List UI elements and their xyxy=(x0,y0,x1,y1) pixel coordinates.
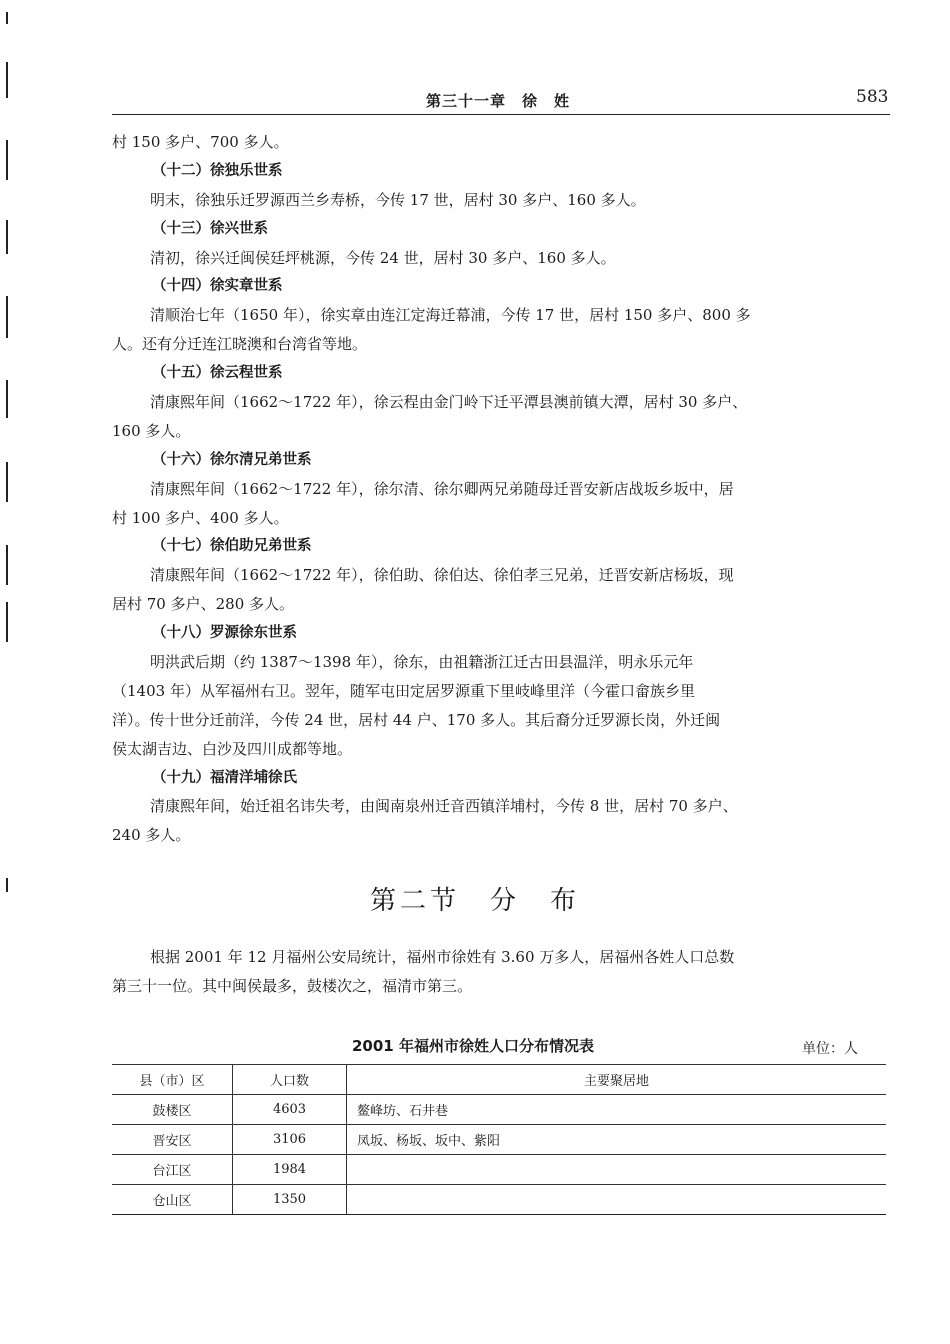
scan-edge-mark xyxy=(6,140,8,180)
column-header-settlements: 主要聚居地 xyxy=(347,1065,887,1095)
section-title: 第二节 分 布 xyxy=(369,886,580,916)
scan-edge-mark xyxy=(6,296,8,338)
paragraph-line: 清康熙年间，始迁祖名讳失考，由闽南泉州迁音西镇洋埔村，今传 8 世，居村 70 多户、 xyxy=(150,797,738,816)
population-cell: 1984 xyxy=(233,1155,347,1185)
district-cell: 仓山区 xyxy=(112,1185,233,1215)
lineage-heading: （十九）福清洋埔徐氏 xyxy=(152,769,297,786)
paragraph-line: 清康熙年间（1662～1722 年），徐云程由金门岭下迁平潭县澳前镇大潭，居村 30 多户、 xyxy=(150,393,748,412)
column-header-district: 县（市）区 xyxy=(112,1065,233,1095)
district-cell: 鼓楼区 xyxy=(112,1095,233,1125)
scan-edge-mark xyxy=(6,462,8,502)
paragraph-line: （1403 年）从军福州右卫。翌年，随军屯田定居罗源重下里岐峰里洋（今霍口畲族乡里 xyxy=(112,681,695,700)
lineage-heading: （十五）徐云程世系 xyxy=(152,365,283,382)
paragraph-line: 根据 2001 年 12 月福州公安局统计，福州市徐姓有 3.60 万多人，居福州各姓人口总数 xyxy=(150,948,735,966)
paragraph-line: 清康熙年间（1662～1722 年），徐尔清、徐尔卿两兄弟随母迁晋安新店战坂乡坂中，居 xyxy=(150,479,734,498)
paragraph-line: 240 多人。 xyxy=(112,826,191,845)
settlements-cell: 凤坂、杨坂、坂中、紫阳 xyxy=(347,1125,887,1155)
district-cell: 晋安区 xyxy=(112,1125,233,1155)
population-cell: 1350 xyxy=(233,1185,347,1215)
scan-edge-mark xyxy=(6,602,8,642)
paragraph-line: 明洪武后期（约 1387～1398 年），徐东，由祖籍浙江迁古田县温洋，明永乐元年 xyxy=(150,653,694,672)
table-caption: 2001 年福州市徐姓人口分布情况表 xyxy=(352,1037,594,1055)
population-table xyxy=(112,1064,886,1215)
scan-edge-mark xyxy=(6,545,8,585)
table-header-row xyxy=(112,1065,886,1095)
paragraph-line: 居村 70 多户、280 多人。 xyxy=(112,595,295,614)
paragraph-line: 第三十一位。其中闽侯最多，鼓楼次之，福清市第三。 xyxy=(112,976,473,995)
lineage-heading: （十七）徐伯助兄弟世系 xyxy=(152,538,312,555)
paragraph-line: 清顺治七年（1650 年），徐实章由连江定海迁幕浦，今传 17 世，居村 150 多户、800 多 xyxy=(150,306,751,325)
lineage-heading: （十八）罗源徐东世系 xyxy=(152,625,297,642)
scan-edge-mark xyxy=(6,380,8,418)
paragraph-line: 人。还有分迁连江晓澳和台湾省等地。 xyxy=(112,335,368,354)
settlements-cell xyxy=(347,1185,887,1215)
table-row xyxy=(112,1155,886,1185)
scan-edge-mark xyxy=(6,220,8,254)
scan-edge-mark xyxy=(6,12,8,24)
lineage-heading: （十二）徐独乐世系 xyxy=(152,162,283,179)
table-row xyxy=(112,1095,886,1125)
lineage-heading: （十三）徐兴世系 xyxy=(152,220,268,237)
district-cell: 台江区 xyxy=(112,1155,233,1185)
header-rule xyxy=(112,114,890,115)
population-cell: 3106 xyxy=(233,1125,347,1155)
lineage-heading: （十六）徐尔清兄弟世系 xyxy=(152,451,312,468)
paragraph-line: 村 150 多户、700 多人。 xyxy=(112,133,289,151)
paragraph-line: 明末，徐独乐迁罗源西兰乡寿桥，今传 17 世，居村 30 多户、160 多人。 xyxy=(150,190,646,209)
population-cell: 4603 xyxy=(233,1095,347,1125)
page-number: 583 xyxy=(856,87,889,107)
settlements-cell: 鳌峰坊、石井巷 xyxy=(347,1095,887,1125)
lineage-heading: （十四）徐实章世系 xyxy=(152,278,283,295)
section-paragraph xyxy=(112,943,892,1001)
paragraph-line: 清康熙年间（1662～1722 年），徐伯助、徐伯达、徐伯孝三兄弟，迁晋安新店杨坂，现 xyxy=(150,566,734,585)
paragraph-line: 洋）。传十世分迁前洋，今传 24 世，居村 44 户、170 多人。其后裔分迁罗源长岗，外迁闽 xyxy=(112,710,721,729)
paragraph-line: 清初，徐兴迁闽侯廷坪桃源，今传 24 世，居村 30 多户、160 多人。 xyxy=(150,248,616,267)
table-row xyxy=(112,1185,886,1215)
chapter-title: 第三十一章 徐 姓 xyxy=(426,92,571,110)
paragraph-line: 村 100 多户、400 多人。 xyxy=(112,508,289,527)
lineage-list xyxy=(112,128,892,850)
column-header-population: 人口数 xyxy=(233,1065,347,1095)
table-row xyxy=(112,1125,886,1155)
table-unit: 单位：人 xyxy=(802,1041,858,1057)
scan-edge-mark xyxy=(6,62,8,98)
settlements-cell xyxy=(347,1155,887,1185)
paragraph-line: 160 多人。 xyxy=(112,421,191,440)
paragraph-line: 侯太湖吉边、白沙及四川成都等地。 xyxy=(112,739,353,758)
